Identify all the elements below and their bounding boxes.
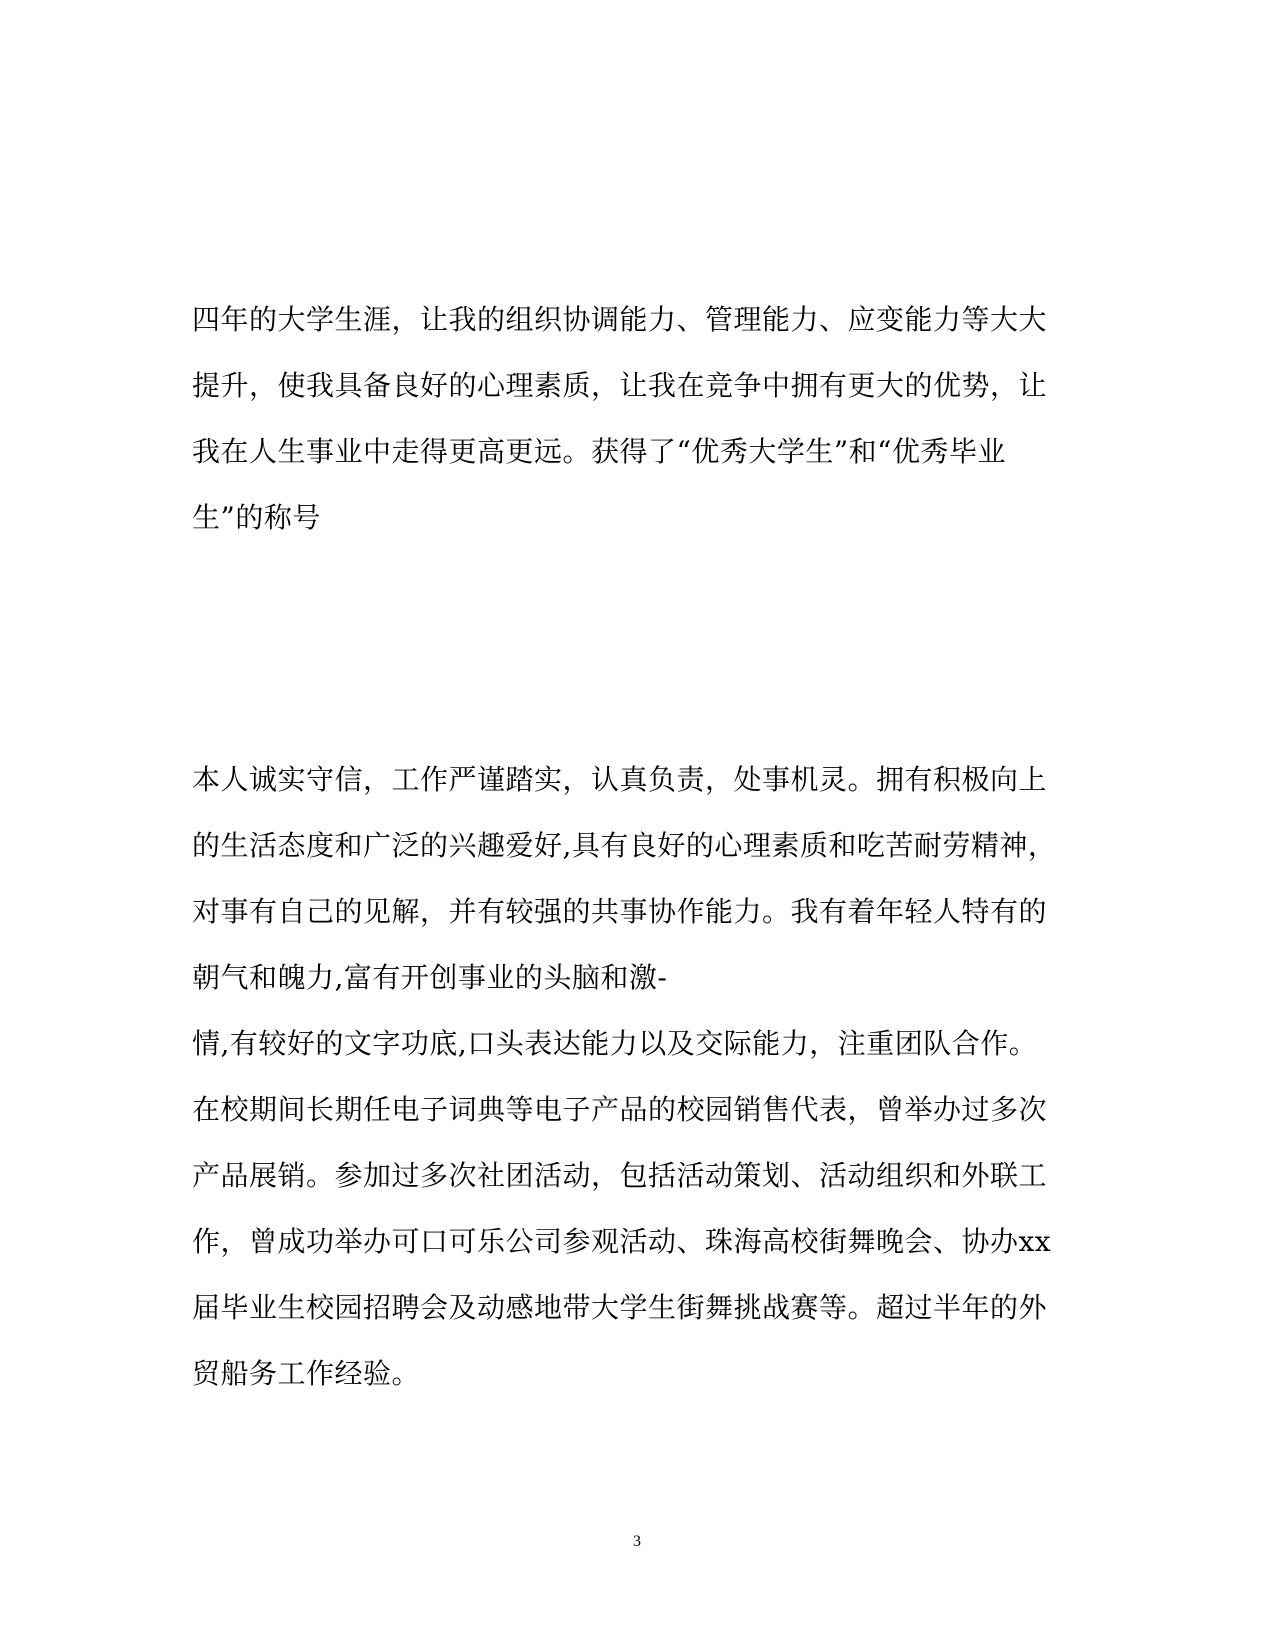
paragraph-line: 的生活态度和广泛的兴趣爱好,具有良好的心理素质和吃苦耐劳精神， [192, 829, 1057, 862]
paragraph-line: 产品展销。参加过多次社团活动，包括活动策划、活动组织和外联工 [192, 1159, 1048, 1192]
paragraph-education-summary [192, 287, 1092, 551]
paragraph-line: 对事有自己的见解，并有较强的共事协作能力。我有着年轻人特有的 [192, 895, 1048, 928]
paragraph-line: 情,有较好的文字功底,口头表达能力以及交际能力，注重团队合作。 [192, 1027, 1038, 1060]
paragraph-line: 提升，使我具备良好的心理素质，让我在竞争中拥有更大的优势，让 [192, 369, 1048, 402]
paragraph-line: 生”的称号 [192, 501, 321, 534]
paragraph-line: 作，曾成功举办可口可乐公司参观活动、珠海高校街舞晚会、协办xx [192, 1225, 1052, 1258]
paragraph-line: 本人诚实守信，工作严谨踏实，认真负责，处事机灵。拥有积极向上 [192, 763, 1048, 796]
paragraph-line: 我在人生事业中走得更高更远。获得了“优秀大学生”和“优秀毕业 [192, 435, 1006, 468]
paragraph-line: 朝气和魄力,富有开创事业的头脑和激- [192, 961, 668, 994]
paragraph-line: 贸船务工作经验。 [192, 1357, 421, 1390]
paragraph-line: 在校期间长期任电子词典等电子产品的校园销售代表，曾举办过多次 [192, 1093, 1048, 1126]
paragraph-line: 四年的大学生涯，让我的组织协调能力、管理能力、应变能力等大大 [192, 303, 1048, 336]
paragraph-self-evaluation [192, 747, 1092, 1407]
page-number: 3 [633, 1533, 641, 1550]
paragraph-line: 届毕业生校园招聘会及动感地带大学生街舞挑战赛等。超过半年的外 [192, 1291, 1048, 1324]
